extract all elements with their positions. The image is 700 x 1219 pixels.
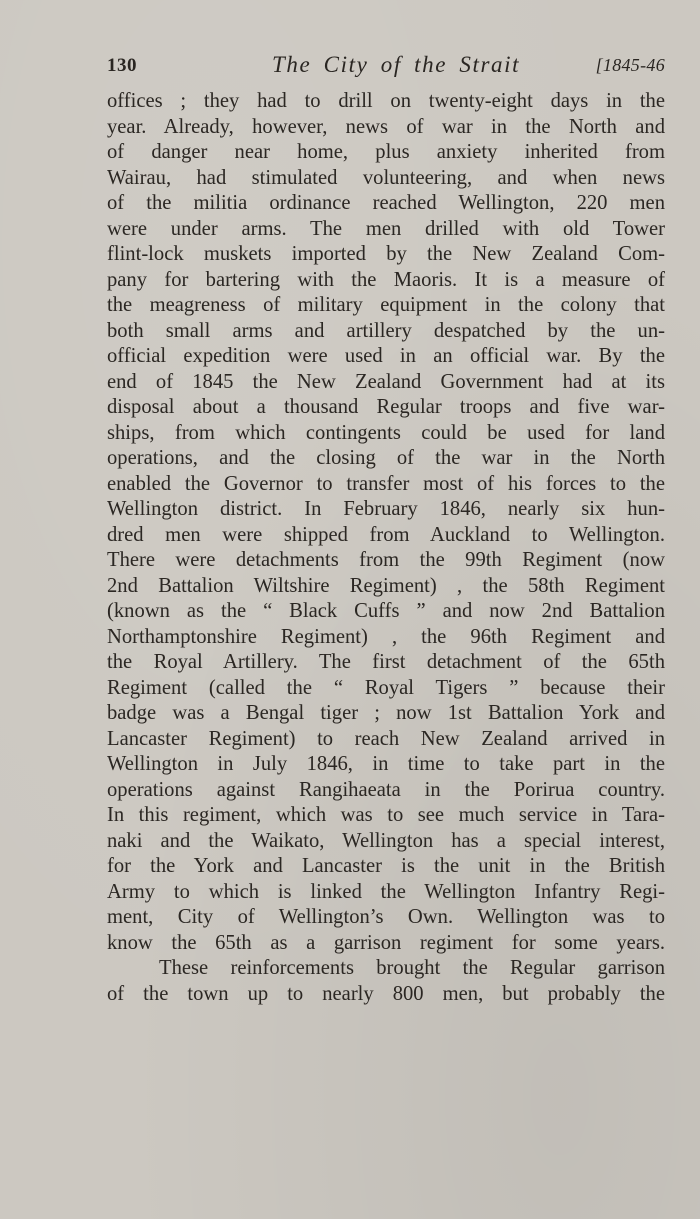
text-line: Regiment (called the “ Royal Tigers ” because their — [107, 676, 665, 699]
text-line: the meagreness of military equipment in the colony that — [107, 294, 665, 316]
text-line: enabled the Governor to transfer most of his forces to the — [107, 472, 665, 495]
text-line: ment, City of Wellington’s Own. Wellington was to — [107, 906, 665, 928]
text-line: ships, from which contingents could be used for land — [107, 421, 665, 444]
text-line: of the militia ordinance reached Wellington, 220 men — [107, 192, 665, 214]
text-line: disposal about a thousand Regular troops and five war- — [107, 396, 665, 418]
text-line: of the town up to nearly 800 men, but probably the — [107, 982, 665, 1005]
text-line: dred men were shipped from Auckland to Wellington. — [107, 523, 665, 546]
text-line: the Royal Artillery. The first detachment of the 65th — [107, 651, 665, 673]
text-line: (known as the “ Black Cuffs ” and now 2nd Battalion — [107, 600, 665, 622]
text-line: know the 65th as a garrison regiment for some years. — [107, 931, 665, 954]
text-line: Wellington district. In February 1846, nearly six hun- — [107, 498, 665, 520]
text-line: 2nd Battalion Wiltshire Regiment) , the 58th Regiment — [107, 574, 665, 597]
book-title: The City of the Strait — [272, 52, 521, 77]
text-line: Army to which is linked the Wellington Infantry Regi- — [107, 880, 665, 903]
paragraph-first-line: These reinforcements brought the Regular garrison — [159, 957, 665, 979]
text-line: Northamptonshire Regiment) , the 96th Regiment and — [107, 625, 665, 648]
text-line: flint-lock muskets imported by the New Zealand Com- — [107, 243, 665, 265]
text-line: Wairau, had stimulated volunteering, and when news — [107, 166, 665, 189]
text-line: There were detachments from the 99th Regiment (now — [107, 549, 665, 571]
text-line: operations against Rangihaeata in the Porirua country. — [107, 778, 665, 801]
text-line: end of 1845 the New Zealand Government had at its — [107, 370, 665, 393]
body-text — [107, 89, 665, 1007]
text-line: In this regiment, which was to see much service in Tara- — [107, 804, 665, 826]
page-number: 130 — [107, 55, 137, 76]
text-line: for the York and Lancaster is the unit in the British — [107, 855, 665, 877]
text-line: pany for bartering with the Maoris. It is a measure of — [107, 268, 665, 291]
text-line: official expedition were used in an official war. By the — [107, 345, 665, 367]
text-line: Lancaster Regiment) to reach New Zealand arrived in — [107, 727, 665, 750]
text-line: year. Already, however, news of war in the North and — [107, 115, 665, 138]
text-line: of danger near home, plus anxiety inherited from — [107, 141, 665, 163]
text-line: Wellington in July 1846, in time to take part in the — [107, 753, 665, 775]
text-line: were under arms. The men drilled with old Tower — [107, 217, 665, 240]
text-line: naki and the Waikato, Wellington has a special interest, — [107, 829, 665, 852]
running-head — [107, 52, 665, 82]
text-line: badge was a Bengal tiger ; now 1st Battalion York and — [107, 702, 665, 724]
date-range: [1845-46 — [595, 55, 665, 75]
text-line: offices ; they had to drill on twenty-eight days in the — [107, 90, 665, 112]
text-line: operations, and the closing of the war in the North — [107, 447, 665, 469]
text-line: both small arms and artillery despatched by the un- — [107, 319, 665, 342]
